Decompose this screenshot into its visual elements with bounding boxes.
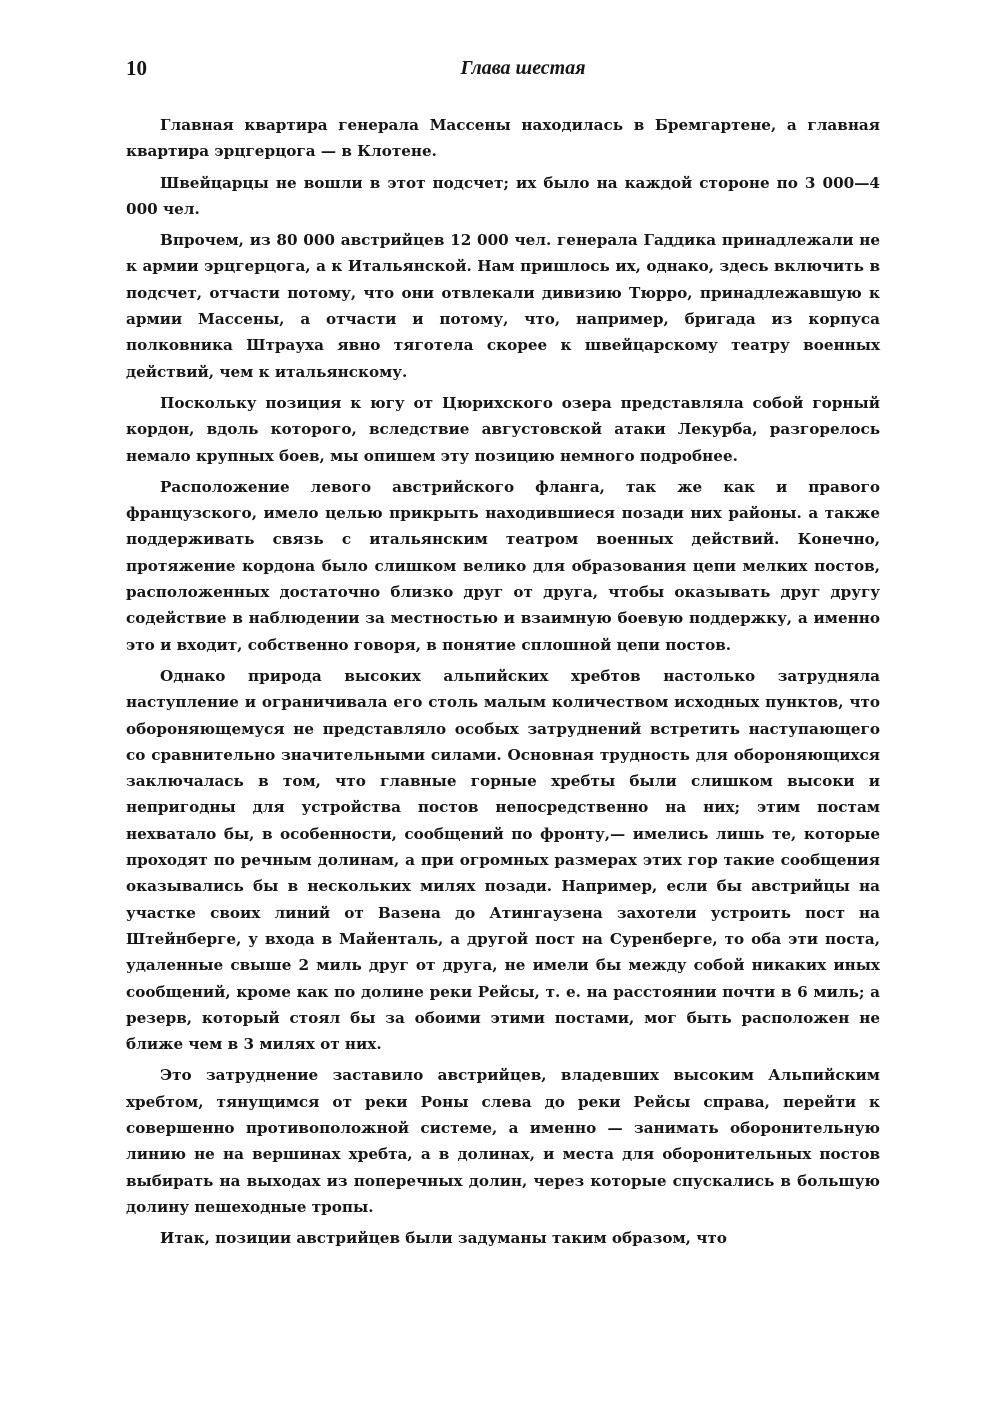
page-header bbox=[126, 56, 880, 92]
paragraph-3: Впрочем, из 80 000 австрийцев 12 000 чел. генерала Гаддика принадлежали не к армии эрцгерцога, а к Итальянской. Нам пришлось их, однако, здесь включить в подсчет, отчасти потому, что они отвлекали дивизию Тюрро, принадлежавшую к армии Массены, а отчасти и потому, что, например, бригада из корпуса полковника Штрауха явно тяготела скорее к швейцарскому театру военных действий, чем к итальянскому. bbox=[126, 231, 880, 381]
body-text bbox=[126, 112, 880, 1251]
paragraph-2: Швейцарцы не вошли в этот подсчет; их было на каждой стороне по 3 000—4 000 чел. bbox=[126, 173, 880, 218]
paragraph-6: Однако природа высоких альпийских хребтов настолько затрудняла наступление и ограничивала его столь малым количеством исходных пунктов, что обороняющемуся не представляло особых затруднений встретить наступающего со сравнительно значительными силами. Основная трудность для обороняющихся заключалась в том, что главные горные хребты были слишком высоки и непригодны для устройства постов непосредственно на них; этим постам нехватало бы, в особенности, сообщений по фронту,— имелись лишь те, которые проходят по речным долинам, а при огромных размерах этих гор такие сообщения оказывались бы в нескольких милях позади. Например, если бы австрийцы на участке своих линий от Вазена до Атингаузена захотели устроить пост на Штейнберге, у входа в Майенталь, а другой пост на Суренберге, то оба эти поста, удаленные свыше 2 миль друг от друга, не имели бы между собой никаких иных сообщений, кроме как по долине реки Рейсы, т. е. на расстоянии почти в 6 миль; а резерв, который стоял бы за обоими этими постами, мог быть расположен не ближе чем в 3 милях от них. bbox=[126, 666, 880, 1054]
book-page bbox=[126, 56, 880, 1256]
paragraph-1: Главная квартира генерала Массены находилась в Бремгартене, а главная квартира эрцгерцога — в Клотене. bbox=[126, 116, 880, 161]
paragraph-5: Расположение левого австрийского фланга, так же как и правого французского, имело целью прикрыть находившиеся позади них районы. а также поддерживать связь с итальянским театром военных действий. Конечно, протяжение кордона было слишком велико для образования цепи мелких постов, расположенных достаточно близко друг от друга, чтобы оказывать друг другу содействие в наблюдении за местностью и взаимную боевую поддержку, а именно это и входит, собственно говоря, в понятие сплошной цепи постов. bbox=[126, 477, 880, 654]
paragraph-8: Итак, позиции австрийцев были задуманы таким образом, что bbox=[160, 1229, 727, 1248]
running-title: Глава шестая bbox=[460, 57, 586, 79]
paragraph-7: Это затруднение заставило австрийцев, владевших высоким Альпийским хребтом, тянущимся от реки Роны слева до реки Рейсы справа, перейти к совершенно противоположной системе, а именно — занимать оборонительную линию не на вершинах хребта, а в долинах, и места для оборонительных постов выбирать на выходах из поперечных долин, через которые спускались в большую долину пешеходные тропы. bbox=[126, 1066, 880, 1216]
paragraph-4: Поскольку позиция к югу от Цюрихского озера представляла собой горный кордон, вдоль которого, вследствие августовской атаки Лекурба, разгорелось немало крупных боев, мы опишем эту позицию немного подробнее. bbox=[126, 393, 880, 465]
page-number: 10 bbox=[126, 56, 147, 80]
